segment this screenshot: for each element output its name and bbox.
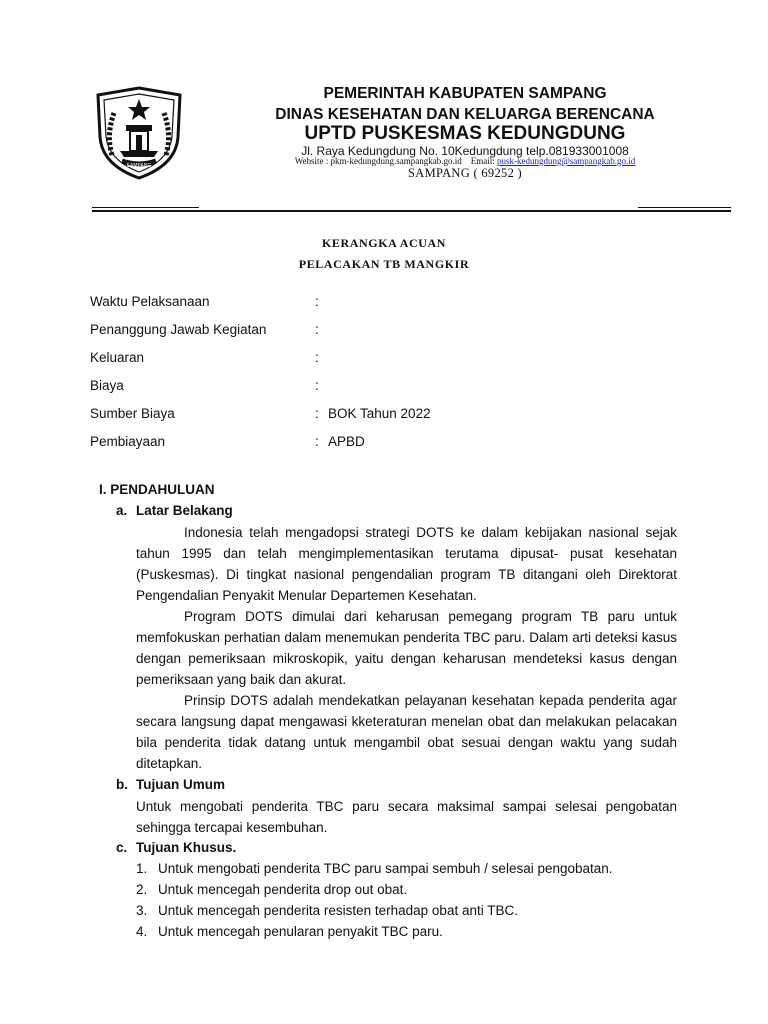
paragraph-text: Program DOTS dimulai dari keharusan pemegang program TB paru untuk memfokuskan perhatian dalam menemukan penderita TBC paru. Dalam arti deteksi kasus dengan pemeriksaan mikroskopik, yaitu dengan keharusan mendeteksi kasus dengan pemeriksaan yang baik dan akurat. bbox=[136, 609, 677, 687]
info-separator: : bbox=[315, 406, 319, 421]
info-separator: : bbox=[315, 378, 319, 393]
info-label: Biaya bbox=[90, 378, 124, 393]
regency-emblem-logo bbox=[92, 85, 186, 181]
svg-text:SAMPANG: SAMPANG bbox=[126, 163, 152, 169]
section-heading-pendahuluan: I. PENDAHULUAN bbox=[99, 482, 215, 497]
subheading-tujuan-khusus bbox=[116, 840, 237, 855]
letterhead-contacts bbox=[200, 156, 730, 166]
list-number: 3. bbox=[136, 903, 148, 918]
letterhead-government: PEMERINTAH KABUPATEN SAMPANG bbox=[323, 85, 607, 102]
info-label: Pembiayaan bbox=[90, 434, 166, 449]
subheading-text: Tujuan Umum bbox=[136, 777, 225, 792]
list-item bbox=[136, 882, 407, 897]
list-item bbox=[136, 903, 518, 918]
list-number: 1. bbox=[136, 861, 148, 876]
paragraph-tujuan-umum: Untuk mengobati penderita TBC paru secara maksimal sampai selesai pengobatan sehingga tercapai kesembuhan. bbox=[136, 799, 677, 835]
email-label: Email: bbox=[470, 156, 495, 166]
subheading-tujuan-umum bbox=[116, 777, 225, 792]
list-text: Untuk mencegah penularan penyakit TBC paru. bbox=[158, 924, 443, 939]
document-subtitle: PELACAKAN TB MANGKIR bbox=[298, 257, 470, 271]
letterhead-institution: UPTD PUSKESMAS KEDUNGDUNG bbox=[304, 123, 626, 144]
website-text: Website : pkm-kedungdung.sampangkab.go.id bbox=[294, 156, 462, 166]
info-label: Keluaran bbox=[90, 350, 145, 365]
info-separator: : bbox=[315, 350, 319, 365]
info-value: APBD bbox=[328, 434, 365, 449]
list-number: 4. bbox=[136, 924, 148, 939]
info-label: Waktu Pelaksanaan bbox=[90, 294, 210, 309]
subheading-latar-belakang bbox=[116, 503, 233, 518]
list-item bbox=[136, 924, 443, 939]
letterhead-department: DINAS KESEHATAN DAN KELUARGA BERENCANA bbox=[275, 106, 655, 123]
list-text: Untuk mengobati penderita TBC paru sampai sembuh / selesai pengobatan. bbox=[158, 861, 613, 876]
subheading-marker: b. bbox=[116, 777, 128, 792]
subheading-marker: c. bbox=[116, 840, 128, 855]
paragraph-latar-1 bbox=[136, 522, 677, 606]
header-rule-left bbox=[92, 207, 199, 208]
paragraph-text: Indonesia telah mengadopsi strategi DOTS ke dalam kebijakan nasional sejak tahun 1995 dan telah mengimplementasikan terutama dipusat- pusat kesehatan (Puskesmas). Di tingkat nasional pengendalian program TB ditangani oleh Direktorat Pengendalian Penyakit Menular Departemen Kesehatan. bbox=[136, 525, 677, 603]
email-link[interactable]: pusk-kedungdung@sampangkab.go.id bbox=[496, 156, 636, 166]
subheading-text: Latar Belakang bbox=[136, 503, 233, 518]
paragraph-latar-2 bbox=[136, 606, 677, 690]
info-separator: : bbox=[315, 434, 319, 449]
paragraph-latar-3 bbox=[136, 690, 677, 774]
info-label: Sumber Biaya bbox=[90, 406, 175, 421]
document-title: KERANGKA ACUAN bbox=[321, 236, 447, 250]
header-rule-right bbox=[638, 207, 731, 208]
header-rule bbox=[92, 210, 731, 212]
paragraph-text: Prinsip DOTS adalah mendekatkan pelayanan kesehatan kepada penderita agar secara langsung dapat mengawasi kketeraturan menelan obat dan melakukan pelacakan bila penderita tidak datang untuk mengambil obat sesuai dengan waktu yang sudah ditetapkan. bbox=[136, 693, 677, 771]
info-separator: : bbox=[315, 294, 319, 309]
list-item bbox=[136, 861, 613, 876]
subheading-marker: a. bbox=[116, 503, 128, 518]
list-text: Untuk mencegah penderita resisten terhadap obat anti TBC. bbox=[158, 903, 518, 918]
list-number: 2. bbox=[136, 882, 148, 897]
letterhead-address: Jl. Raya Kedungdung No. 10Kedungdung telp.081933001008 bbox=[301, 144, 629, 158]
info-value: BOK Tahun 2022 bbox=[328, 406, 431, 421]
letterhead-city: SAMPANG ( 69252 ) bbox=[407, 166, 523, 180]
list-text: Untuk mencegah penderita drop out obat. bbox=[158, 882, 408, 897]
info-separator: : bbox=[315, 322, 319, 337]
subheading-text: Tujuan Khusus. bbox=[136, 840, 237, 855]
info-label: Penanggung Jawab Kegiatan bbox=[90, 322, 267, 337]
